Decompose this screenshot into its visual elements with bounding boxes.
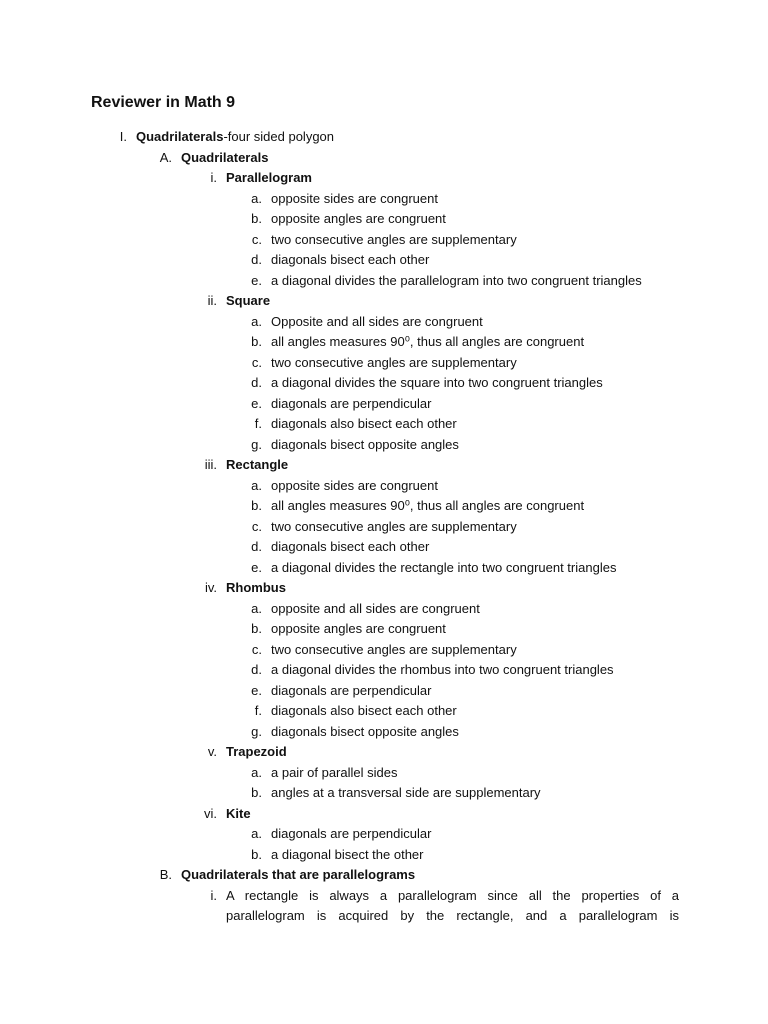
property-text: diagonals bisect opposite angles bbox=[271, 724, 459, 739]
list-marker: b. bbox=[251, 334, 262, 349]
property-text: diagonals are perpendicular bbox=[271, 396, 432, 411]
property-text: all angles measures 90⁰, thus all angles are congruent bbox=[271, 334, 585, 349]
list-marker: e. bbox=[251, 560, 262, 575]
property-text: diagonals bisect opposite angles bbox=[271, 437, 459, 452]
list-marker: g. bbox=[251, 724, 262, 739]
paragraph-line bbox=[226, 906, 679, 926]
list-marker: c. bbox=[251, 355, 262, 370]
shape-heading: Rectangle bbox=[226, 457, 289, 472]
subsection-heading: Quadrilaterals bbox=[181, 150, 269, 165]
paragraph-line: A rectangle is always a parallelogram since all the properties of a bbox=[226, 888, 679, 903]
property-item bbox=[251, 230, 517, 250]
property-text: two consecutive angles are supplementary bbox=[271, 519, 517, 534]
list-marker: ii. bbox=[207, 293, 217, 308]
property-text: two consecutive angles are supplementary bbox=[271, 232, 517, 247]
shape-heading: Rhombus bbox=[226, 580, 286, 595]
property-item bbox=[251, 558, 617, 578]
shape-heading: Trapezoid bbox=[226, 744, 287, 759]
list-marker: d. bbox=[251, 375, 262, 390]
property-item bbox=[251, 373, 603, 393]
paragraph-line bbox=[210, 886, 679, 906]
list-marker: a. bbox=[251, 765, 262, 780]
property-item bbox=[251, 496, 585, 516]
property-item bbox=[251, 824, 432, 844]
list-marker: b. bbox=[251, 621, 262, 636]
property-text: angles at a transversal side are supplementary bbox=[271, 785, 541, 800]
list-marker: f. bbox=[254, 416, 262, 431]
property-text: opposite angles are congruent bbox=[271, 211, 446, 226]
list-marker: e. bbox=[251, 273, 262, 288]
list-marker: b. bbox=[251, 498, 262, 513]
property-item bbox=[251, 845, 424, 865]
property-text: a diagonal bisect the other bbox=[271, 847, 424, 862]
property-item bbox=[251, 250, 430, 270]
property-item bbox=[251, 209, 446, 229]
property-text: diagonals are perpendicular bbox=[271, 826, 432, 841]
property-item bbox=[251, 189, 438, 209]
list-marker: a. bbox=[251, 314, 262, 329]
list-marker: g. bbox=[251, 437, 262, 452]
property-item bbox=[251, 271, 642, 291]
property-item bbox=[254, 701, 457, 721]
property-item bbox=[251, 517, 517, 537]
list-marker: B. bbox=[159, 867, 172, 882]
list-marker: v. bbox=[207, 744, 217, 759]
shape-trapezoid bbox=[207, 742, 287, 762]
property-item bbox=[251, 537, 430, 557]
list-marker: f. bbox=[254, 703, 262, 718]
property-text: opposite sides are congruent bbox=[271, 191, 438, 206]
list-marker: a. bbox=[251, 826, 262, 841]
property-text: a diagonal divides the rectangle into two congruent triangles bbox=[271, 560, 617, 575]
shape-heading: Square bbox=[226, 293, 271, 308]
property-item bbox=[254, 414, 457, 434]
list-marker: b. bbox=[251, 785, 262, 800]
list-marker: d. bbox=[251, 252, 262, 267]
subsection-A bbox=[159, 148, 269, 168]
list-marker: e. bbox=[251, 396, 262, 411]
list-marker: c. bbox=[251, 642, 262, 657]
list-marker: c. bbox=[251, 232, 262, 247]
property-text: two consecutive angles are supplementary bbox=[271, 642, 517, 657]
list-marker: i. bbox=[210, 888, 217, 903]
paragraph-line: parallelogram is acquired by the rectangle, and a parallelogram is bbox=[226, 908, 679, 923]
shape-rectangle bbox=[204, 455, 289, 475]
list-marker: iii. bbox=[204, 457, 217, 472]
list-marker: a. bbox=[251, 601, 262, 616]
page-title: Reviewer in Math 9 bbox=[91, 94, 236, 111]
section-heading: Quadrilaterals bbox=[136, 129, 224, 144]
list-marker: a. bbox=[251, 478, 262, 493]
property-text: diagonals bisect each other bbox=[271, 539, 430, 554]
list-marker: iv. bbox=[204, 580, 217, 595]
property-item bbox=[251, 599, 480, 619]
property-item bbox=[251, 763, 398, 783]
property-item bbox=[251, 681, 432, 701]
property-item bbox=[251, 435, 459, 455]
list-marker: c. bbox=[251, 519, 262, 534]
property-text: opposite angles are congruent bbox=[271, 621, 446, 636]
section-description: -four sided polygon bbox=[223, 129, 335, 144]
list-marker: i. bbox=[210, 170, 217, 185]
property-item bbox=[251, 640, 517, 660]
list-marker: b. bbox=[251, 847, 262, 862]
property-text: a diagonal divides the square into two congruent triangles bbox=[271, 375, 603, 390]
property-text: two consecutive angles are supplementary bbox=[271, 355, 517, 370]
property-item bbox=[251, 722, 459, 742]
property-item bbox=[251, 783, 541, 803]
shape-parallelogram bbox=[210, 168, 312, 188]
property-text: diagonals bisect each other bbox=[271, 252, 430, 267]
property-text: a diagonal divides the parallelogram into two congruent triangles bbox=[271, 273, 642, 288]
shape-square bbox=[207, 291, 271, 311]
property-item bbox=[251, 353, 517, 373]
list-marker: d. bbox=[251, 662, 262, 677]
list-marker: a. bbox=[251, 191, 262, 206]
shape-rhombus bbox=[204, 578, 286, 598]
property-text: diagonals are perpendicular bbox=[271, 683, 432, 698]
list-marker: d. bbox=[251, 539, 262, 554]
shape-kite bbox=[204, 804, 251, 824]
shape-heading: Kite bbox=[226, 806, 251, 821]
section-I bbox=[119, 127, 335, 147]
list-marker: vi. bbox=[204, 806, 217, 821]
shape-heading: Parallelogram bbox=[226, 170, 312, 185]
property-item bbox=[251, 312, 483, 332]
list-marker: b. bbox=[251, 211, 262, 226]
list-marker: A. bbox=[159, 150, 172, 165]
subsection-B bbox=[159, 865, 416, 885]
property-item bbox=[251, 332, 585, 352]
property-text: diagonals also bisect each other bbox=[271, 703, 457, 718]
property-text: all angles measures 90⁰, thus all angles are congruent bbox=[271, 498, 585, 513]
list-marker: I. bbox=[119, 129, 127, 144]
property-text: a pair of parallel sides bbox=[271, 765, 398, 780]
property-text: opposite and all sides are congruent bbox=[271, 601, 480, 616]
subsection-heading: Quadrilaterals that are parallelograms bbox=[181, 867, 416, 882]
property-item bbox=[251, 394, 432, 414]
property-text: diagonals also bisect each other bbox=[271, 416, 457, 431]
property-item bbox=[251, 660, 614, 680]
property-text: Opposite and all sides are congruent bbox=[271, 314, 483, 329]
property-item bbox=[251, 619, 446, 639]
list-marker: e. bbox=[251, 683, 262, 698]
property-item bbox=[251, 476, 438, 496]
property-text: opposite sides are congruent bbox=[271, 478, 438, 493]
property-text: a diagonal divides the rhombus into two congruent triangles bbox=[271, 662, 614, 677]
